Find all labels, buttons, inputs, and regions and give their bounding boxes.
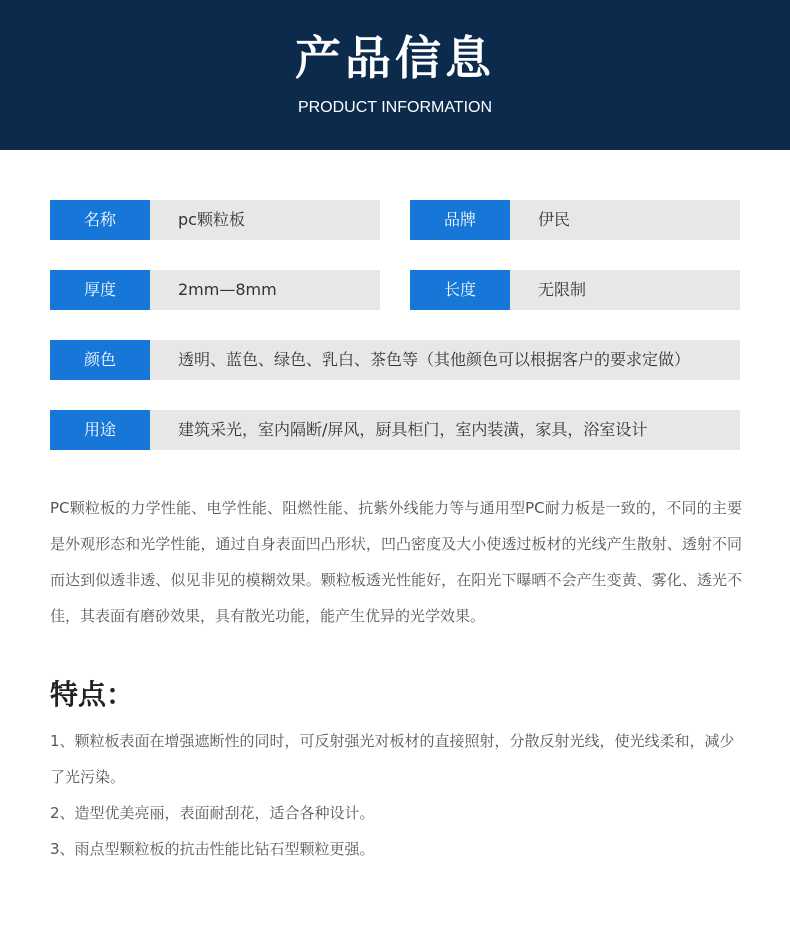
spec-row-color xyxy=(50,340,740,380)
page-header xyxy=(0,0,790,150)
page-subtitle: PRODUCT INFORMATION xyxy=(297,99,493,116)
spec-value-color: 透明、蓝色、绿色、乳白、茶色等（其他颜色可以根据客户的要求定做） xyxy=(150,340,740,380)
spec-value-thickness: 2mm—8mm xyxy=(150,270,380,310)
spec-label-thickness: 厚度 xyxy=(50,270,150,310)
spec-label-brand: 品牌 xyxy=(410,200,510,240)
feature-item: 3、雨点型颗粒板的抗击性能比钻石型颗粒更强。 xyxy=(50,840,375,858)
features-title: 特点： xyxy=(50,678,135,711)
spec-label-color: 颜色 xyxy=(50,340,150,380)
spec-row-brand xyxy=(410,200,740,240)
spec-label-usage: 用途 xyxy=(50,410,150,450)
spec-row-usage xyxy=(50,410,740,450)
spec-value-brand: 伊民 xyxy=(510,200,740,240)
product-description: PC颗粒板的力学性能、电学性能、阻燃性能、抗紫外线能力等与通用型PC耐力板是一致的，不同的主要是外观形态和光学性能，通过自身表面凹凸形状，凹凸密度及大小使透过板材的光线产生散射、透射不同而达到似透非透、似见非见的模糊效果。颗粒板透光性能好，在阳光下曝晒不会产生变黄、雾化、透光不佳，其表面有磨砂效果，具有散光功能，能产生优异的光学效果。 xyxy=(50,499,742,625)
spec-label-length: 长度 xyxy=(410,270,510,310)
spec-value-usage: 建筑采光，室内隔断/屏风，厨具柜门，室内装潢，家具，浴室设计 xyxy=(150,410,740,450)
features-list xyxy=(50,723,742,867)
spec-value-length: 无限制 xyxy=(510,270,740,310)
spec-row-name xyxy=(50,200,380,240)
spec-value-name: pc颗粒板 xyxy=(150,200,380,240)
spec-row-length xyxy=(410,270,740,310)
page-title: 产品信息 xyxy=(295,31,495,85)
spec-row-thickness xyxy=(50,270,380,310)
spec-label-name: 名称 xyxy=(50,200,150,240)
feature-item: 1、颗粒板表面在增强遮断性的同时，可反射强光对板材的直接照射，分散反射光线，使光线柔和，减少了光污染。 xyxy=(50,732,735,786)
feature-item: 2、造型优美亮丽，表面耐刮花，适合各种设计。 xyxy=(50,804,375,822)
